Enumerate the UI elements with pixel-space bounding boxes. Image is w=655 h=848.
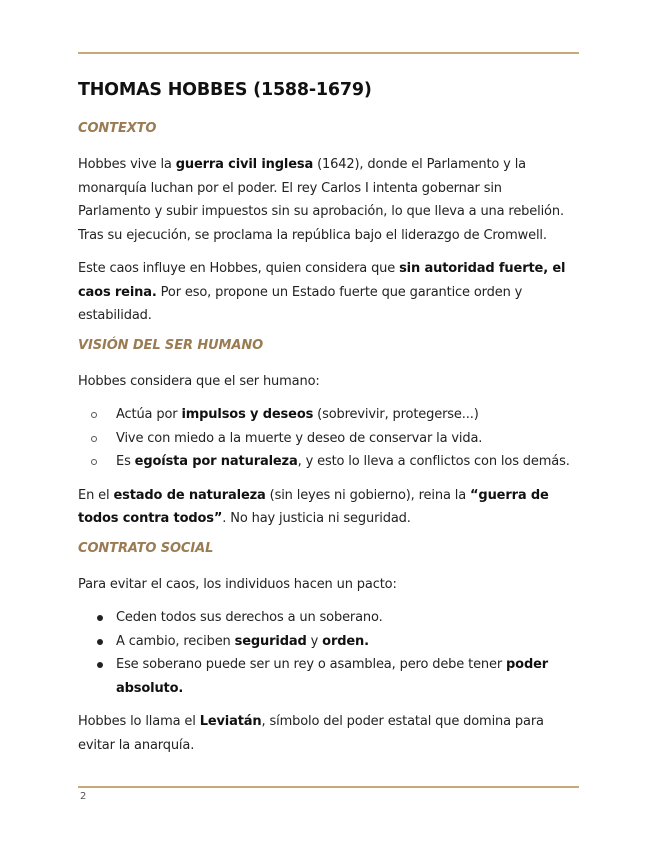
vision-paragraph-2: En el estado de naturaleza (sin leyes ni gobierno), reina la “guerra de todos contra todos”. No hay justicia ni seguridad. xyxy=(78,487,549,526)
footer-rule xyxy=(78,786,579,788)
header-rule xyxy=(78,52,579,54)
vision-intro: Hobbes considera que el ser humano: xyxy=(78,373,320,389)
contrato-paragraph-2: Hobbes lo llama el Leviatán, símbolo del poder estatal que domina para evitar la anarquía. xyxy=(78,714,544,753)
list-item: Vive con miedo a la muerte y deseo de conservar la vida. xyxy=(78,427,578,451)
contexto-paragraph-2: Este caos influye en Hobbes, quien considera que sin autoridad fuerte, el caos reina. Por eso, propone un Estado fuerte que garantice orden y estabilidad. xyxy=(78,261,566,323)
contexto-paragraph-1: Hobbes vive la guerra civil inglesa (1642), donde el Parlamento y la monarquía luchan por el poder. El rey Carlos I intenta gobernar sin Parlamento y subir impuestos sin su aprobación, lo que lleva a una rebelión. Tras su ejecución, se proclama la república bajo el liderazgo de Cromwell. xyxy=(78,157,564,243)
list-item: Ceden todos sus derechos a un soberano. xyxy=(78,606,578,630)
page-title: THOMAS HOBBES (1588-1679) xyxy=(78,80,372,100)
section-heading-contexto: CONTEXTO xyxy=(78,121,157,136)
document-page xyxy=(78,80,578,767)
list-item: Actúa por impulsos y deseos (sobrevivir, protegerse...) xyxy=(78,403,578,427)
vision-list xyxy=(78,403,578,474)
section-heading-vision: VISIÓN DEL SER HUMANO xyxy=(78,337,264,353)
contrato-intro: Para evitar el caos, los individuos hacen un pacto: xyxy=(78,576,397,592)
contrato-list xyxy=(78,606,578,700)
list-item: Es egoísta por naturaleza, y esto lo lleva a conflictos con los demás. xyxy=(78,450,578,474)
page-number: 2 xyxy=(80,791,87,802)
list-item: Ese soberano puede ser un rey o asamblea, pero debe tener poder absoluto. xyxy=(78,653,578,700)
list-item: A cambio, reciben seguridad y orden. xyxy=(78,630,578,654)
section-heading-contrato: CONTRATO SOCIAL xyxy=(78,540,214,556)
